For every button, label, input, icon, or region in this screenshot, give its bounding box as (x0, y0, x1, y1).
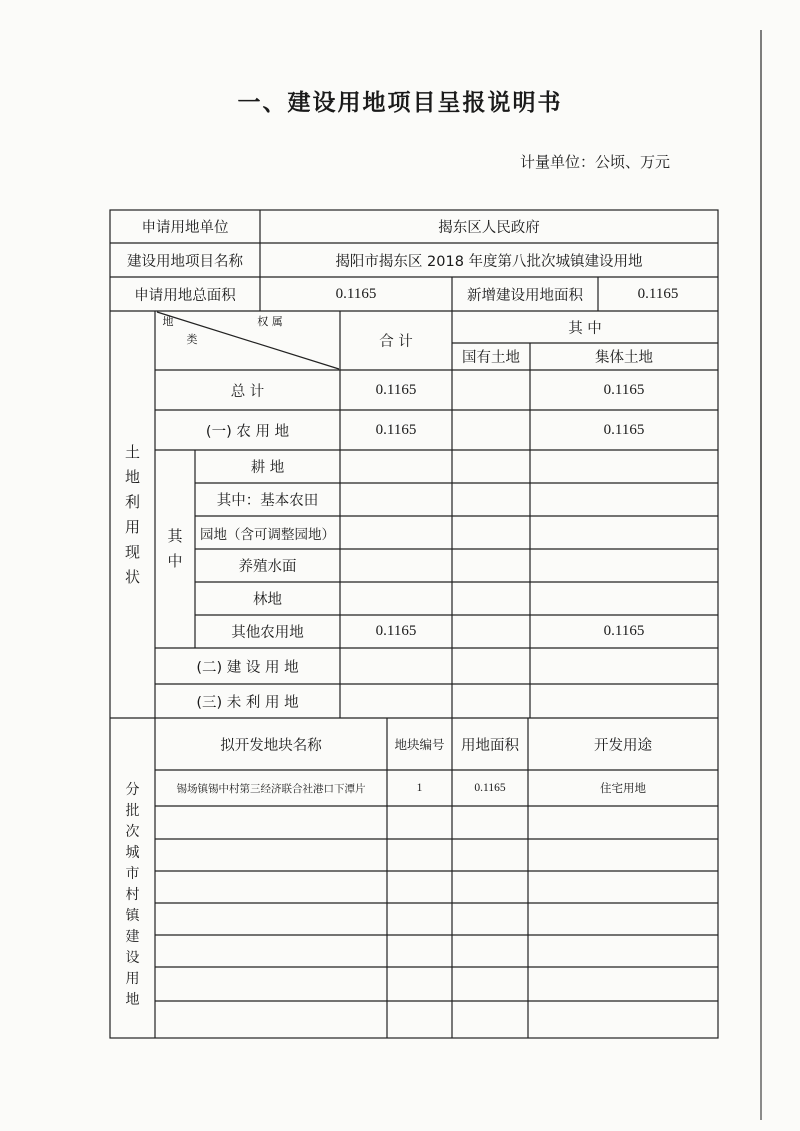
corner-label-quanshu: 权 属 (257, 315, 283, 328)
project-label: 建设用地项目名称 (127, 253, 243, 270)
side-char: 地 (125, 992, 140, 1008)
sub-row-label: 园地（含可调整园地） (200, 526, 335, 543)
new-area-label: 新增建设用地面积 (467, 287, 583, 304)
side-char: 批 (125, 803, 140, 819)
sub-row-label: 耕 地 (250, 460, 285, 476)
sub-row-label: 其中：基本农田 (216, 493, 319, 509)
sub-row-label: 林地 (253, 592, 282, 608)
row-total-collective: 0.1165 (603, 381, 645, 398)
side-char: 利 (124, 493, 140, 511)
col-of-which-header: 其 中 (568, 320, 602, 337)
side-char: 镇 (125, 908, 140, 924)
sub-row-label: 养殖水面 (238, 559, 297, 575)
side-char: 城 (125, 845, 140, 861)
row-total-value: 0.1165 (375, 381, 417, 398)
parcel-no-cell: 1 (416, 782, 423, 794)
side-char: 分 (125, 782, 140, 798)
total-area-value: 0.1165 (335, 285, 377, 302)
sub-row-label: 其他农用地 (231, 625, 304, 641)
row-farm-label: (一) 农 用 地 (205, 423, 290, 440)
side-char: 土 (124, 443, 140, 461)
side-char: 次 (125, 824, 140, 840)
side-char: 用 (125, 971, 140, 987)
col-collective-land-header: 集体土地 (595, 350, 653, 366)
col-parcel-no-header: 地块编号 (394, 737, 445, 752)
side-char: 建 (125, 929, 140, 945)
side-char: 地 (124, 468, 140, 486)
unit-note: 计量单位：公顷、万元 (520, 153, 671, 171)
row-unused-label: (三) 未 利 用 地 (196, 694, 299, 711)
corner-label-di: 地 (162, 315, 174, 328)
new-area-value: 0.1165 (637, 285, 679, 302)
side-char: 现 (124, 543, 140, 561)
row-total-label: 总 计 (230, 383, 265, 400)
corner-label-lei: 类 (186, 333, 198, 346)
col-total-header: 合 计 (379, 334, 413, 350)
sub-char: 中 (167, 552, 183, 570)
col-parcel-name-header: 拟开发地块名称 (220, 737, 322, 754)
applicant-value: 揭东区人民政府 (438, 220, 540, 236)
col-parcel-area-header: 用地面积 (461, 737, 519, 754)
sub-row-collective: 0.1165 (603, 623, 645, 639)
row-farm-collective: 0.1165 (603, 421, 645, 438)
total-area-label: 申请用地总面积 (134, 287, 236, 304)
side-char: 用 (124, 518, 140, 536)
row-farm-value: 0.1165 (375, 421, 417, 438)
applicant-label: 申请用地单位 (141, 220, 229, 236)
page-title: 一、建设用地项目呈报说明书 (237, 90, 563, 116)
col-parcel-use-header: 开发用途 (594, 737, 652, 754)
col-state-land-header: 国有土地 (462, 350, 520, 366)
land-use-side-label (110, 440, 155, 590)
side-char: 设 (125, 950, 140, 966)
parcel-name-cell: 锡场镇锡中村第三经济联合社港口下潭片 (176, 782, 366, 795)
parcel-area-cell: 0.1165 (474, 782, 506, 794)
project-value: 揭阳市揭东区 2018 年度第八批次城镇建设用地 (335, 253, 643, 270)
row-construction-label: (二) 建 设 用 地 (196, 659, 299, 676)
sub-char: 其 (167, 527, 183, 545)
parcel-use-cell: 住宅用地 (600, 781, 646, 795)
side-char: 状 (124, 568, 140, 586)
side-char: 村 (125, 887, 140, 903)
parcel-side-label (110, 780, 155, 1011)
sub-row-value: 0.1165 (375, 623, 417, 639)
side-char: 市 (125, 866, 140, 882)
sub-group-label (155, 524, 195, 574)
